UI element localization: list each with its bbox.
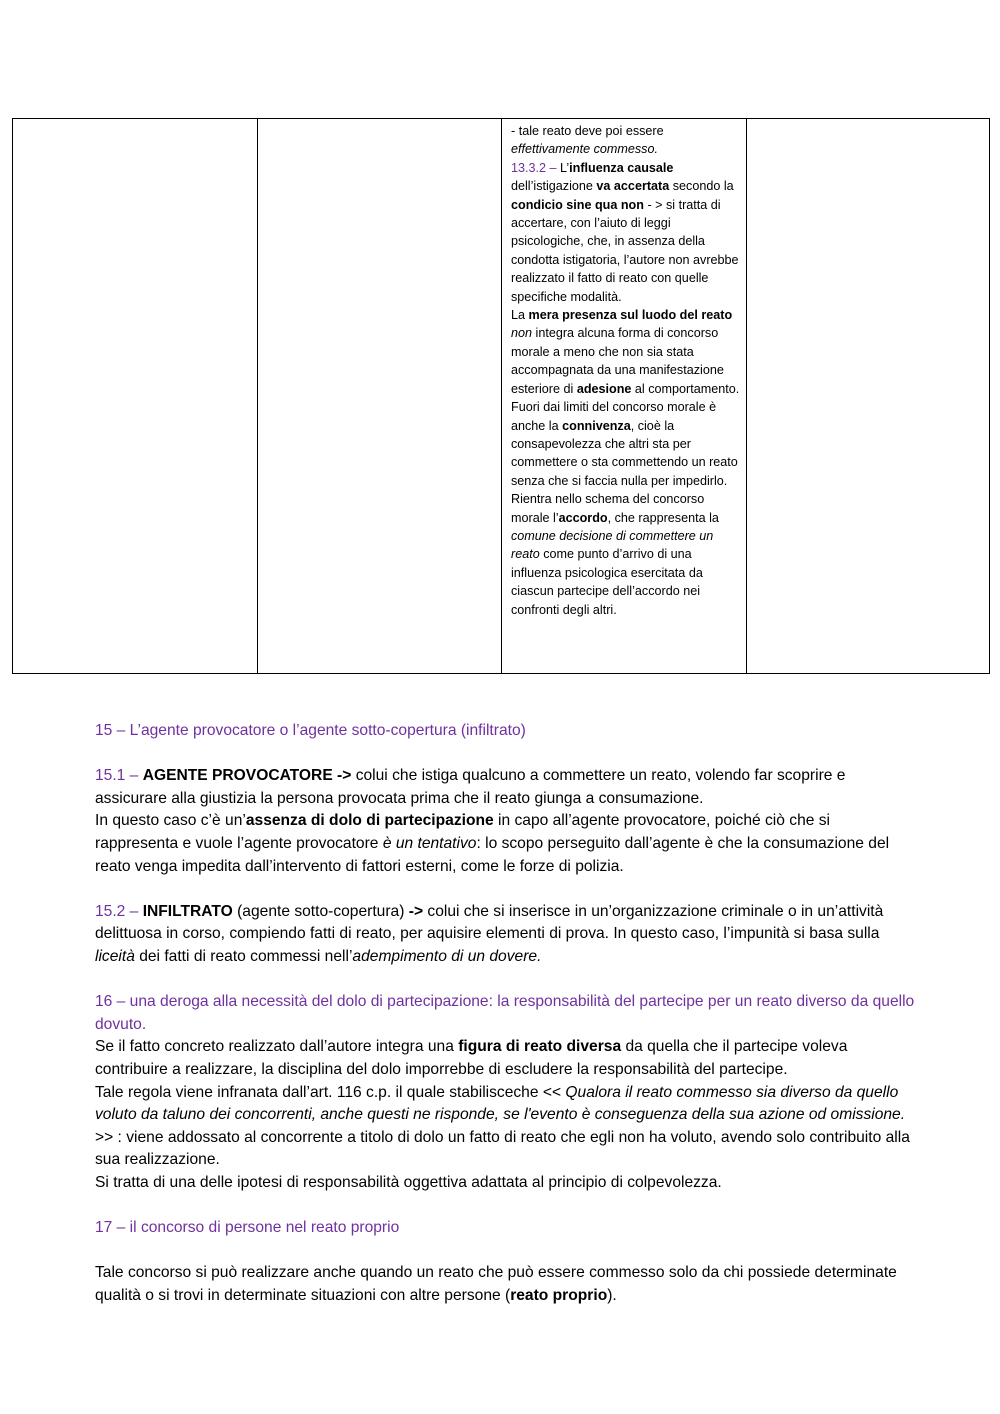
- table-cell-4: [747, 119, 989, 673]
- paragraph: In questo caso c’è un’assenza di dolo di partecipazione in capo all’agente provocatore, poiché ciò che si rappresenta e vuole l’agente provocatore è un tentativo: lo scopo perseguito dall’agente è che la consumazione del reato venga impedita dall’intervento di fattori esterni, come le forze di polizia.: [95, 812, 890, 875]
- continuation-table: [12, 118, 990, 674]
- section-17-heading: 17 – il concorso di persone nel reato proprio: [95, 1219, 400, 1237]
- table-cell-2: [258, 119, 502, 673]
- cell-paragraph: 13.3.2 – L’influenza causale dell’istigazione va accertata secondo la condicio sine qua non - > si tratta di accertare, con l’aiuto di leggi psicologiche, che, in assenza della condotta istigatoria, l’autore non avrebbe realizzato il fatto di reato con quelle specifiche modalità.: [511, 160, 739, 304]
- subsection-number: 13.3.2 –: [511, 160, 561, 175]
- paragraph: Tale concorso si può realizzare anche quando un reato che può essere commesso solo da chi possiede determinate qualità o si trovi in determinate situazioni con altre persone (reato proprio).: [95, 1264, 897, 1304]
- paragraph: Si tratta di una delle ipotesi di responsabilità oggettiva adattata al principio di colpevolezza.: [95, 1173, 722, 1191]
- paragraph: 15.1 – AGENTE PROVOCATORE -> colui che istiga qualcuno a commettere un reato, volendo far scoprire e assicurare alla giustizia la persona provocata prima che il reato giunga a consumazione.: [95, 767, 846, 807]
- cell-paragraph: Fuori dai limiti del concorso morale è anche la connivenza, cioè la consapevolezza che altri sta per commettere o sta commettendo un reato senza che si faccia nulla per impedirlo.: [511, 400, 738, 488]
- document-body: [95, 720, 915, 1307]
- paragraph: Se il fatto concreto realizzato dall’autore integra una figura di reato diversa da quella che il partecipe voleva contribuire a realizzare, la disciplina del dolo imporrebbe di escludere la responsabilità del partecipe.: [95, 1038, 848, 1078]
- table-cell-3: [502, 119, 747, 673]
- cell-paragraph: Rientra nello schema del concorso morale l’accordo, che rappresenta la comune decisione di commettere un reato come punto d’arrivo di una influenza psicologica esercitata da ciascun partecipe dell’accordo nei confronti degli altri.: [511, 492, 719, 617]
- section-16-heading: 16 – una deroga alla necessità del dolo di partecipazione: la responsabilità del partecipe per un reato diverso da quello dovuto.: [95, 993, 915, 1033]
- cell-paragraph: - tale reato deve poi essere effettivamente commesso.: [511, 124, 664, 157]
- paragraph: 15.2 – INFILTRATO (agente sotto-copertura) -> colui che si inserisce in un’organizzazione criminale o in un’attività delittuosa in corso, compiendo fatti di reato, per aquisire elementi di prova. In questo caso, l’impunità si basa sulla liceità dei fatti di reato commessi nell’adempimento di un dovere.: [95, 902, 884, 965]
- section-15-heading: 15 – L’agente provocatore o l’agente sotto-copertura (infiltrato): [95, 722, 526, 739]
- paragraph: Tale regola viene infranata dall’art. 116 c.p. il quale stabilisceche << Qualora il reato commesso sia diverso da quello voluto da taluno dei concorrenti, anche questi ne risponde, se l'evento è conseguenza della sua azione od omissione. >> : viene addossato al concorrente a titolo di dolo un fatto di reato che egli non ha voluto, avendo solo contribuito alla sua realizzazione.: [95, 1083, 910, 1169]
- cell-paragraph: La mera presenza sul luodo del reato non integra alcuna forma di concorso morale a meno che non sia stata accompagnata da una manifestazione esteriore di adesione al comportamento.: [511, 308, 740, 396]
- table-cell-1: [13, 119, 258, 673]
